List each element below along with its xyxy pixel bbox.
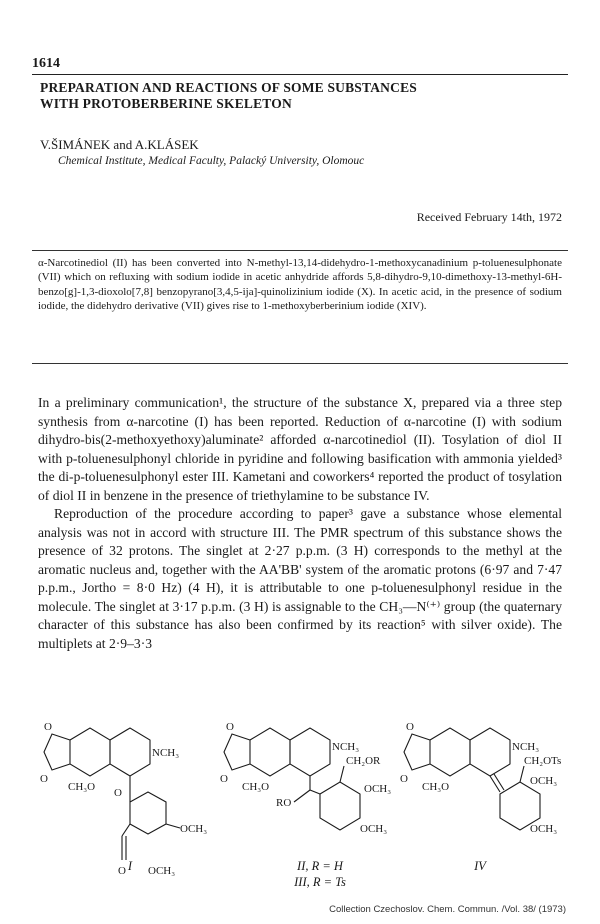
abstract-rule-bottom [32, 363, 568, 364]
struct-I-O-carbonyl: O [118, 865, 126, 877]
struct-IV-O2: O [400, 773, 408, 785]
body-text [38, 394, 562, 653]
abstract: α-Narcotinediol (II) has been converted into N-methyl-13,14-didehydro-1-methoxycanadinium p-toluenesulphonate (VII) which on refluxing with sodium iodide in acetic anhydride affords 5,8-dihydro-9,10-dimethoxy-13-methyl-6H-benzo[g]-1,3-dioxolo[7,8] benzopyrano[3,4,5-ija]-quinolizinium iodide (X). In acetic acid, in the presence of sodium iodide, the didehydro derivative (VII) gives rise to 1-methoxyberberinium iodide (XIV). [38, 257, 562, 313]
struct-IV-ch2ots: CH₂OTs [524, 755, 562, 767]
struct-I-ch3o: CH₃O [68, 781, 96, 793]
struct-IV-nch3: NCH₃ [512, 741, 540, 753]
struct-IV-och3-a: OCH₃ [530, 775, 558, 787]
struct-I-och3-b: OCH₃ [148, 865, 176, 877]
received-date: Received February 14th, 1972 [416, 210, 562, 224]
struct-II-ro: RO [276, 797, 292, 809]
struct-II-nch3: NCH₃ [332, 741, 360, 753]
label-II: II, R = H [297, 859, 343, 873]
article-title [40, 80, 560, 112]
struct-I-O2: O [40, 773, 48, 785]
struct-IV-O1: O [406, 721, 414, 733]
struct-II-O1: O [226, 721, 234, 733]
struct-I-nch3: NCH₃ [152, 747, 180, 759]
header-rule [32, 74, 568, 75]
authors: V.ŠIMÁNEK and A.KLÁSEK [40, 137, 199, 152]
title-line-1: PREPARATION AND REACTIONS OF SOME SUBSTANCES [40, 80, 417, 95]
struct-II-ch3o: CH₃O [242, 781, 270, 793]
paragraph-2: Reproduction of the procedure according to paper³ gave a substance whose elemental analysis was not in accord with structure III. The PMR spectrum of this substance shows the presence of 32 protons. The singlet at 2·27 p.p.m. (3 H) corresponds to the methyl at the aromatic nucleus and, together with the AA'BB' system of the aromatic protons (6·97 and 7·47 p.p.m., Jortho = 8·0 Hz) (4 H), it is attributable to one p-toluenesulphonyl residue in the molecule. The singlet at 3·17 p.p.m. (3 H) is assignable to the CH₃—N⁽⁺⁾ group (the quaternary character of this substance has also been confirmed by its reaction⁵ with silver oxide). The multiplets at 2·9–3·3 [38, 506, 562, 651]
paragraph-1: In a preliminary communication¹, the structure of the substance X, prepared via a three step synthesis from α-narcotine (I) has been reported. Reduction of α-narcotine (I) with sodium dihydro-bis(2-methoxyethoxy)aluminate² afforded α-narcotinediol (II). Tosylation of diol II with p-toluenesulphonyl chloride in pyridine and following basification with ammonia yielded³ the di-p-toluenesulphonyl ester III. Kametani and coworkers⁴ reported the product of tosylation of diol II in benzene in the presence of triethylamine to be substance IV. [38, 395, 562, 503]
journal-footer: Collection Czechoslov. Chem. Commun. /Vol. 38/ (1973) [329, 904, 566, 915]
struct-I-O-lactone: O [114, 787, 122, 799]
label-IV: IV [474, 859, 486, 873]
affiliation: Chemical Institute, Medical Faculty, Palacký University, Olomouc [58, 155, 365, 167]
struct-II-O2: O [220, 773, 228, 785]
struct-IV-ch3o: CH₃O [422, 781, 450, 793]
struct-II-och3-b: OCH₃ [360, 823, 388, 835]
abstract-rule-top [32, 250, 568, 251]
title-line-2: WITH PROTOBERBERINE SKELETON [40, 96, 292, 111]
label-I: I [127, 859, 133, 873]
struct-I-och3: OCH₃ [180, 823, 208, 835]
label-III: III, R = Ts [294, 875, 346, 889]
struct-II-och3-a: OCH₃ [364, 783, 392, 795]
structure-labels [0, 855, 600, 905]
struct-IV-och3-b: OCH₃ [530, 823, 558, 835]
page-number: 1614 [32, 56, 60, 71]
struct-II-ch2or: CH₂OR [346, 755, 381, 767]
struct-I-O1: O [44, 721, 52, 733]
